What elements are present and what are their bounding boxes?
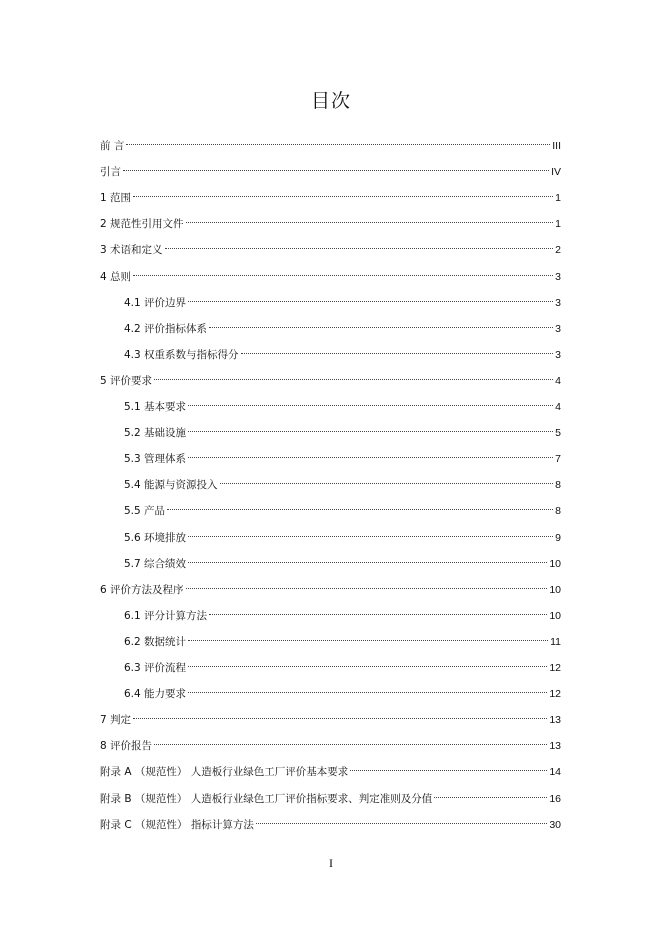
toc-entry-page-number: 11	[550, 635, 561, 648]
toc-dot-leader	[188, 523, 553, 541]
footer-page-number: I	[329, 856, 333, 870]
toc-entry[interactable]	[124, 288, 561, 309]
toc-entry[interactable]	[100, 731, 561, 753]
toc-entry-page-number: 1	[555, 218, 561, 231]
toc-entry-page-number: 2	[555, 244, 561, 257]
toc-entry-page-number: 4	[555, 374, 561, 387]
toc-entry-label: 6.2 数据统计	[124, 635, 187, 648]
toc-entry[interactable]	[100, 366, 561, 387]
toc-entry-label: 5.7 综合绩效	[124, 557, 187, 570]
toc-dot-leader	[434, 784, 547, 802]
toc-entry[interactable]	[124, 523, 561, 544]
toc-dot-leader	[167, 496, 553, 514]
toc-entry-label: 5 评价要求	[100, 374, 153, 387]
toc-entry[interactable]	[124, 496, 561, 518]
toc-entry-label: 7 判定	[100, 714, 132, 727]
toc-entry-label: 6.4 能力要求	[124, 688, 187, 701]
toc-entry[interactable]	[100, 131, 561, 152]
toc-entry-label: 6 评价方法及程序	[100, 583, 184, 596]
toc-entry-label: 8 评价报告	[100, 740, 153, 753]
toc-entry-label: 4.2 评价指标体系	[124, 322, 208, 335]
toc-entry-page-number: 5	[555, 427, 561, 440]
toc-dot-leader	[188, 444, 553, 462]
toc-entry-label: 5.4 能源与资源投入	[124, 479, 218, 492]
toc-entry-page-number: IV	[551, 166, 561, 179]
toc-entry-page-number: 8	[555, 505, 561, 518]
toc-entry-page-number: 16	[549, 792, 561, 805]
toc-dot-leader	[188, 418, 553, 436]
toc-entry-label: 附录 C （规范性） 指标计算方法	[100, 818, 254, 831]
toc-entry-label: 引言	[100, 166, 121, 179]
toc-entry-page-number: 14	[549, 766, 561, 779]
toc-entry-page-number: 3	[555, 296, 561, 309]
toc-entry[interactable]	[124, 679, 561, 701]
toc-entry-label: 前 言	[100, 140, 125, 152]
toc-dot-leader	[165, 235, 554, 253]
toc-entry[interactable]	[124, 601, 561, 622]
toc-entry-page-number: 30	[549, 818, 561, 831]
toc-dot-leader	[133, 705, 547, 723]
toc-dot-leader	[154, 366, 553, 384]
toc-entry-label: 6.3 评价流程	[124, 662, 187, 674]
toc-entry[interactable]	[100, 705, 561, 727]
toc-dot-leader	[126, 131, 550, 149]
toc-dot-leader	[188, 392, 553, 410]
toc-entry[interactable]	[100, 262, 561, 283]
toc-dot-leader	[186, 575, 548, 593]
toc-entry[interactable]	[124, 314, 561, 335]
toc-dot-leader	[133, 183, 553, 201]
toc-entry[interactable]	[100, 235, 561, 257]
toc-entry[interactable]	[100, 209, 561, 231]
toc-entry[interactable]	[124, 549, 561, 570]
toc-entry-label: 3 术语和定义	[100, 244, 163, 257]
toc-entry-label: 5.6 环境排放	[124, 531, 187, 544]
toc-entry-label: 附录 A （规范性） 人造板行业绿色工厂评价基本要求	[100, 766, 349, 779]
toc-entry[interactable]	[100, 810, 561, 831]
page-title: 目次	[310, 90, 351, 112]
toc-dot-leader	[220, 470, 554, 488]
toc-entry[interactable]	[124, 653, 561, 674]
toc-dot-leader	[188, 549, 547, 567]
toc-entry[interactable]	[100, 183, 561, 205]
toc-entry-label: 5.2 基础设施	[124, 427, 187, 440]
toc-entry-label: 5.5 产品	[124, 505, 166, 518]
toc-entry-label: 6.1 评分计算方法	[124, 609, 208, 622]
toc-entry-label: 1 范围	[100, 192, 132, 205]
toc-entry-label: 5.3 管理体系	[124, 453, 187, 466]
toc-entry[interactable]	[100, 157, 561, 179]
toc-dot-leader	[188, 679, 547, 697]
toc-dot-leader	[350, 757, 547, 775]
toc-entry-page-number: 3	[555, 322, 561, 335]
toc-entry-page-number: 10	[549, 583, 561, 596]
toc-dot-leader	[154, 731, 547, 749]
toc-entry[interactable]	[124, 627, 561, 648]
toc-entry-page-number: 13	[549, 740, 561, 753]
toc-entry-page-number: 10	[549, 609, 561, 622]
toc-entry-label: 2 规范性引用文件	[100, 218, 184, 231]
toc-entry-page-number: 8	[555, 479, 561, 492]
toc-entry[interactable]	[124, 444, 561, 466]
toc-entry-label: 4 总则	[100, 270, 132, 283]
toc-entry[interactable]	[124, 418, 561, 440]
toc-dot-leader	[123, 157, 549, 175]
toc-dot-leader	[188, 653, 547, 671]
toc-entry[interactable]	[100, 575, 561, 596]
toc-entry-page-number: 12	[549, 688, 561, 701]
toc-dot-leader	[188, 627, 548, 645]
toc-dot-leader	[241, 340, 554, 358]
toc-dot-leader	[209, 601, 547, 619]
toc-dot-leader	[209, 314, 553, 332]
toc-entry-page-number: III	[552, 140, 561, 152]
toc-dot-leader	[133, 262, 553, 280]
toc-entry[interactable]	[124, 392, 561, 413]
toc-entry-page-number: 10	[549, 557, 561, 570]
toc-entry-label: 4.3 权重系数与指标得分	[124, 348, 239, 361]
toc-entry-label: 5.1 基本要求	[124, 401, 187, 413]
toc-dot-leader	[186, 209, 554, 227]
toc-entry-page-number: 13	[549, 714, 561, 727]
toc-entry-page-number: 7	[555, 453, 561, 466]
toc-entry-page-number: 3	[555, 348, 561, 361]
toc-entry-page-number: 9	[555, 531, 561, 544]
toc-entry-page-number: 3	[555, 270, 561, 283]
toc-entry[interactable]	[124, 340, 561, 361]
toc-entry-page-number: 4	[555, 401, 561, 413]
toc-entry[interactable]	[124, 470, 561, 492]
toc-entry[interactable]	[100, 757, 561, 779]
toc-dot-leader	[188, 288, 553, 306]
toc-entry-page-number: 1	[555, 192, 561, 205]
toc-dot-leader	[256, 810, 547, 828]
toc-entry-label: 附录 B （规范性） 人造板行业绿色工厂评价指标要求、判定准则及分值	[100, 792, 433, 805]
toc-entry-label: 4.1 评价边界	[124, 296, 187, 309]
toc-entry[interactable]	[100, 784, 561, 805]
toc-entry-page-number: 12	[549, 662, 561, 674]
